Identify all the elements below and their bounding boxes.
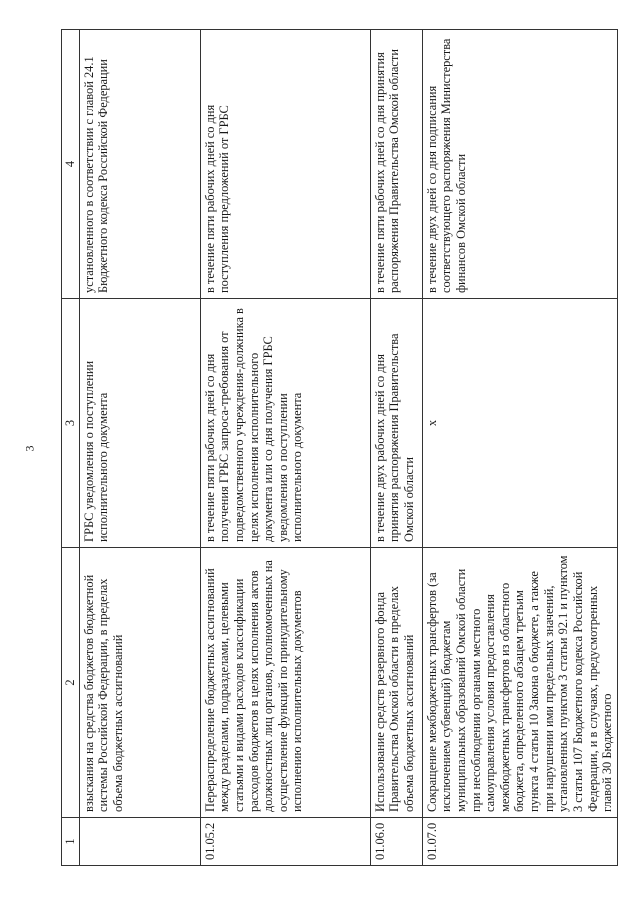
column-number-2: 2 — [62, 548, 80, 818]
column-number-1: 1 — [62, 818, 80, 866]
budget-procedures-table — [61, 29, 618, 866]
table-row — [370, 30, 422, 866]
table-row — [200, 30, 370, 866]
row-term: в течение двух рабочих дней со дня принятия распоряжения Правительства Омской области — [370, 299, 422, 548]
row-code: 01.05.2 — [200, 818, 370, 866]
row-description: Перераспределение бюджетных ассигнований между разделами, подразделами, целевыми статьями и видами расходов классификации расходов бюджетов в целях исполнения актов должностных лиц органов, уполномоченных на осуществление функций по принудительному исполнению исполнительных документов — [200, 548, 370, 818]
table-row — [422, 30, 617, 866]
row-description: Сокращение межбюджетных трансфертов (за исключением субвенций) бюджетам муниципальных образований Омской области при несоблюдении органами местного самоуправления условия предоставления межбюджетных трансфертов из областного бюджета, определенного абзацем третьим пункта 4 статьи 10 Закона о бюджете, а также при нарушении ими предельных значений, установленных пунктом 3 статьи 92.1 и пунктом 3 статьи 107 Бюджетного кодекса Российской Федерации, и в случаях, предусмотренных главой 30 Бюджетного — [422, 548, 617, 818]
column-number-3: 3 — [62, 299, 80, 548]
row-code: 01.06.0 — [370, 818, 422, 866]
row-description: Использование средств резервного фонда Правительства Омской области в пределах объема бюджетных ассигнований — [370, 548, 422, 818]
column-number-4: 4 — [62, 30, 80, 299]
row-grounds: установленного в соответствии с главой 24.1 Бюджетного кодекса Российской Федерации — [79, 30, 200, 299]
row-term: в течение пяти рабочих дней со дня получения ГРБС запроса-требования от подведомственного учреждения-должника в целях исполнения исполнительного документа или со дня получения ГРБС уведомления о поступлении исполнительного документа — [200, 299, 370, 548]
row-grounds: в течение пяти рабочих дней со дня поступления предложений от ГРБС — [200, 30, 370, 299]
page-number: 3 — [22, 445, 37, 452]
table-row — [79, 30, 200, 866]
row-code: 01.07.0 — [422, 818, 617, 866]
row-term: ГРБС уведомления о поступлении исполнительного документа — [79, 299, 200, 548]
row-grounds: в течение двух дней со дня подписания соответствующего распоряжения Министерства финансов Омской области — [422, 30, 617, 299]
row-term: x — [422, 299, 617, 548]
rotated-page-content — [61, 30, 626, 866]
row-description: взыскания на средства бюджетов бюджетной системы Российской Федерации, в пределах объема бюджетных ассигнований — [79, 548, 200, 818]
row-code — [79, 818, 200, 866]
table-header-row — [62, 30, 80, 866]
row-grounds: в течение пяти рабочих дней со дня принятия распоряжения Правительства Омской области — [370, 30, 422, 299]
